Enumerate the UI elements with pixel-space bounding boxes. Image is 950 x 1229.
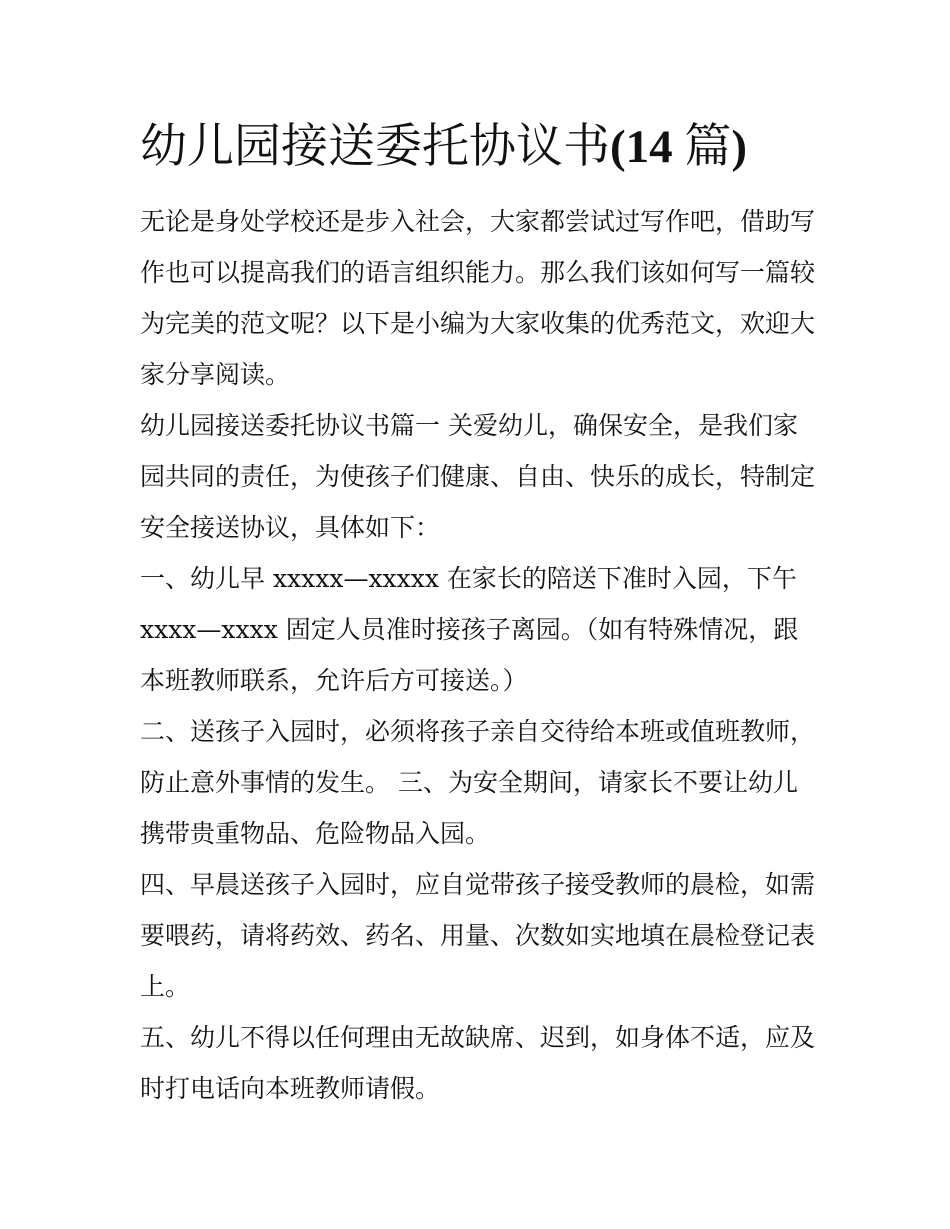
text-line: 安全接送协议，具体如下： [140, 513, 441, 542]
text-line: 防止意外事情的发生。 三、为安全期间，请家长不要让幼儿 [140, 768, 798, 797]
text-line: 无论是身处学校还是步入社会，大家都尝试过写作吧，借助写 [140, 207, 816, 236]
text-line: 携带贵重物品、危险物品入园。 [140, 819, 491, 848]
document-body [140, 196, 820, 1114]
text-line: 为完美的范文呢？以下是小编为大家收集的优秀范文，欢迎大 [140, 309, 816, 338]
title-count: (14 [610, 121, 685, 173]
text-line: 五、幼儿不得以任何理由无故缺席、迟到，如身体不适，应及 [140, 1023, 816, 1052]
text-line: 作也可以提高我们的语言组织能力。那么我们该如何写一篇较 [140, 258, 816, 287]
paragraph-clause-1 [140, 553, 820, 706]
text-line: 四、早晨送孩子入园时，应自觉带孩子接受教师的晨检，如需 [140, 870, 816, 899]
text-line: 本班教师联系，允许后方可接送。） [140, 666, 528, 695]
text-line: xxxx—xxxx 固定人员准时接孩子离园。（如有特殊情况，跟 [140, 615, 799, 644]
text-line: 二、送孩子入园时，必须将孩子亲自交待给本班或值班教师， [140, 717, 816, 746]
text-line: 时打电话向本班教师请假。 [140, 1074, 441, 1103]
text-line: 上。 [140, 972, 191, 1001]
paragraph-section-one [140, 400, 820, 553]
paragraph-clause-4 [140, 859, 820, 1012]
title-main: 幼儿园接送委托协议书 [140, 119, 610, 174]
title-close: ) [731, 121, 748, 173]
title-unit: 篇 [684, 119, 732, 174]
paragraph-intro [140, 196, 820, 400]
text-line: 一、幼儿早 xxxxx—xxxxx 在家长的陪送下准时入园，下午 [140, 564, 797, 593]
paragraph-clause-2-3 [140, 706, 820, 859]
text-line: 园共同的责任，为使孩子们健康、自由、快乐的成长，特制定 [140, 462, 816, 491]
text-line: 要喂药，请将药效、药名、用量、次数如实地填在晨检登记表 [140, 921, 816, 950]
document-title [140, 112, 747, 182]
text-line: 幼儿园接送委托协议书篇一 关爱幼儿，确保安全，是我们家 [140, 411, 798, 440]
text-line: 家分享阅读。 [140, 360, 291, 389]
paragraph-clause-5 [140, 1012, 820, 1114]
